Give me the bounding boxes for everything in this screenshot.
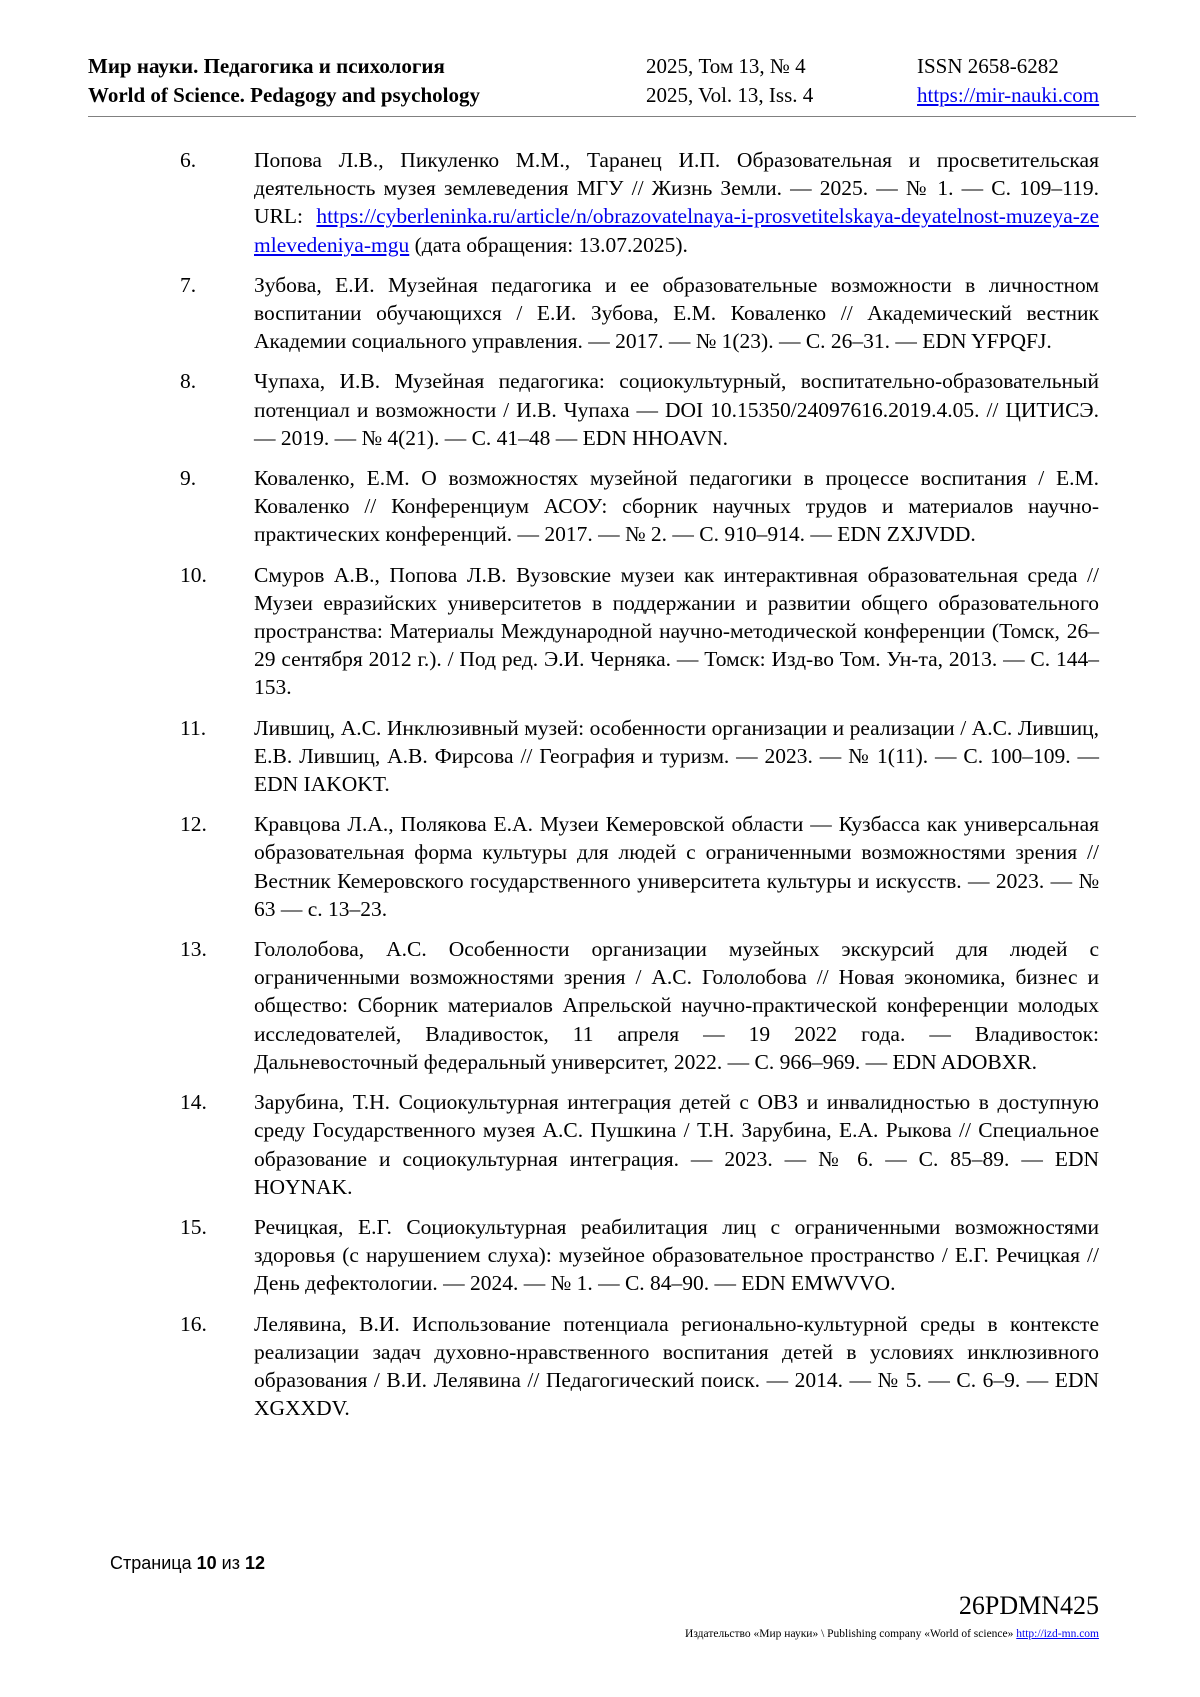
reference-item bbox=[180, 1088, 1099, 1201]
issn: ISSN 2658-6282 bbox=[917, 54, 1059, 78]
reference-item bbox=[180, 714, 1099, 799]
header-row-en bbox=[88, 81, 1136, 110]
reference-text-end: (дата обращения: 13.07.2025). bbox=[409, 232, 688, 257]
reference-item bbox=[180, 367, 1099, 452]
reference-number: 8. bbox=[180, 369, 197, 394]
reference-text: Чупаха, И.В. Музейная педагогика: социокультурный, воспитательно-образовательный потенциал и возможности / И.В. Чупаха — DOI 10.15350/24097616.2019.4.05. // ЦИТИСЭ. — 2019. — № 4(21). — С. 41–48 — EDN HHOAVN. bbox=[254, 369, 1099, 450]
reference-text: Лелявина, В.И. Использование потенциала регионально-культурной среды в контексте реализации задач духовно-нравственного воспитания детей в условиях инклюзивного образования / В.И. Лелявина // Педагогический поиск. — 2014. — № 5. — С. 6–9. — EDN XGXXDV. bbox=[254, 1311, 1099, 1421]
page-word: Страница bbox=[110, 1553, 192, 1573]
page-current: 10 bbox=[196, 1553, 217, 1573]
reference-number: 10. bbox=[180, 562, 207, 587]
reference-text: Смуров А.В., Попова Л.В. Вузовские музеи как интерактивная образовательная среда // Музеи евразийских университетов в поддержании и развитии общего образовательного пространства: Материалы Международной научно-методической конференции (Томск, 26–29 сентября 2012 г.). / Под ред. Э.И. Черняка. — Томск: Изд-во Том. Ун-та, 2013. — С. 144–153. bbox=[254, 562, 1099, 700]
reference-number: 9. bbox=[180, 466, 197, 491]
reference-text: Гололобова, А.С. Особенности организации музейных экскурсий для людей с ограниченными возможностями зрения / А.С. Гололобова // Новая экономика, бизнес и общество: Сборник материалов Апрельской научно-практической конференции молодых исследователей, Владивосток, 11 апреля — 19 2022 года. — Владивосток: Дальневосточный федеральный университет, 2022. — С. 966–969. — EDN ADOBXR. bbox=[254, 937, 1099, 1074]
journal-title-ru: Мир науки. Педагогика и психология bbox=[88, 54, 445, 78]
page-header bbox=[88, 52, 1136, 117]
issue-info-en: 2025, Vol. 13, Iss. 4 bbox=[646, 83, 814, 107]
reference-number: 7. bbox=[180, 272, 197, 297]
reference-text: Речицкая, Е.Г. Социокультурная реабилитация лиц с ограниченными возможностями здоровья (с нарушением слуха): музейное образовательное пространство / Е.Г. Речицкая // День дефектологии. — 2024. — № 1. — С. 84–90. — EDN EMWVVO. bbox=[254, 1214, 1099, 1296]
issue-info-ru: 2025, Том 13, № 4 bbox=[646, 54, 806, 78]
reference-text: Зарубина, Т.Н. Социокультурная интеграция детей с ОВЗ и инвалидностью в доступную среду Государственного музея А.С. Пушкина / Т.Н. Зарубина, Е.А. Рыкова // Специальное образование и социокультурная интеграция. — 2023. — № 6. — С. 85–89. — EDN HOYNAK. bbox=[254, 1090, 1099, 1199]
reference-text: Зубова, Е.И. Музейная педагогика и ее образовательные возможности в личностном воспитании обучающихся / Е.И. Зубова, Е.М. Коваленко // Академический вестник Академии социального управления. — 2017. — № 1(23). — С. 26–31. — EDN YFPQFJ. bbox=[254, 272, 1099, 354]
reference-item bbox=[180, 1213, 1099, 1298]
page-total: 12 bbox=[244, 1553, 266, 1573]
reference-item bbox=[180, 561, 1099, 702]
document-code: 26PDMN425 bbox=[958, 1591, 1099, 1620]
reference-item bbox=[180, 810, 1099, 923]
reference-item bbox=[180, 464, 1099, 549]
reference-item bbox=[180, 935, 1099, 1076]
publisher-link[interactable]: http://izd-mn.com bbox=[1016, 1628, 1099, 1640]
publisher-text: Издательство «Мир науки» \ Publishing company «World of science» bbox=[685, 1628, 1014, 1640]
reference-text-start: Попова Л.В., Пикуленко М.М., Таранец И.П. Образовательная и просветительская деятельность музея землеведения МГУ // Жизнь Земли. — 2025. — № 1. — С. 109–119. URL: bbox=[254, 148, 1099, 229]
reference-number: 13. bbox=[180, 937, 207, 962]
reference-text: Коваленко, Е.М. О возможностях музейной педагогики в процессе воспитания / Е.М. Коваленко // Конференциум АСОУ: сборник научных трудов и материалов научно-практических конференций. — 2017. — № 2. — С. 910–914. — EDN ZXJVDD. bbox=[254, 466, 1099, 547]
header-row-ru bbox=[88, 52, 1136, 81]
reference-text: Лившиц, А.С. Инклюзивный музей: особенности организации и реализации / А.С. Лившиц, Е.В. Лившиц, А.В. Фирсова // География и туризм. — 2023. — № 1(11). — С. 100–109. — EDN IAKOKT. bbox=[254, 715, 1099, 797]
journal-title-en: World of Science. Pedagogy and psychology bbox=[88, 83, 481, 107]
publisher-line bbox=[685, 1628, 1099, 1640]
reference-number: 16. bbox=[180, 1311, 207, 1336]
reference-item bbox=[180, 146, 1099, 259]
reference-item bbox=[180, 1310, 1099, 1423]
page-counter bbox=[110, 1553, 265, 1574]
reference-number: 15. bbox=[180, 1214, 207, 1239]
reference-text bbox=[254, 146, 1099, 259]
journal-site-link[interactable]: https://mir-nauki.com bbox=[917, 83, 1100, 107]
reference-text: Кравцова Л.А., Полякова Е.А. Музеи Кемеровской области — Кузбасса как универсальная образовательная форма культуры для людей с ограниченными возможностями зрения // Вестник Кемеровского государственного университета культуры и искусств. — 2023. — № 63 — с. 13–23. bbox=[254, 812, 1099, 921]
reference-number: 6. bbox=[180, 148, 197, 172]
page-of: из bbox=[221, 1553, 240, 1573]
reference-number: 12. bbox=[180, 812, 207, 837]
reference-list bbox=[180, 146, 1099, 1434]
reference-number: 14. bbox=[180, 1090, 207, 1115]
reference-item bbox=[180, 271, 1099, 356]
reference-url-link[interactable]: https://cyberleninka.ru/article/n/obrazovatelnaya-i-prosvetitelskaya-deyatelnost-muzeya-zemlevedeniya-mgu bbox=[254, 204, 1099, 257]
reference-number: 11. bbox=[180, 715, 207, 740]
